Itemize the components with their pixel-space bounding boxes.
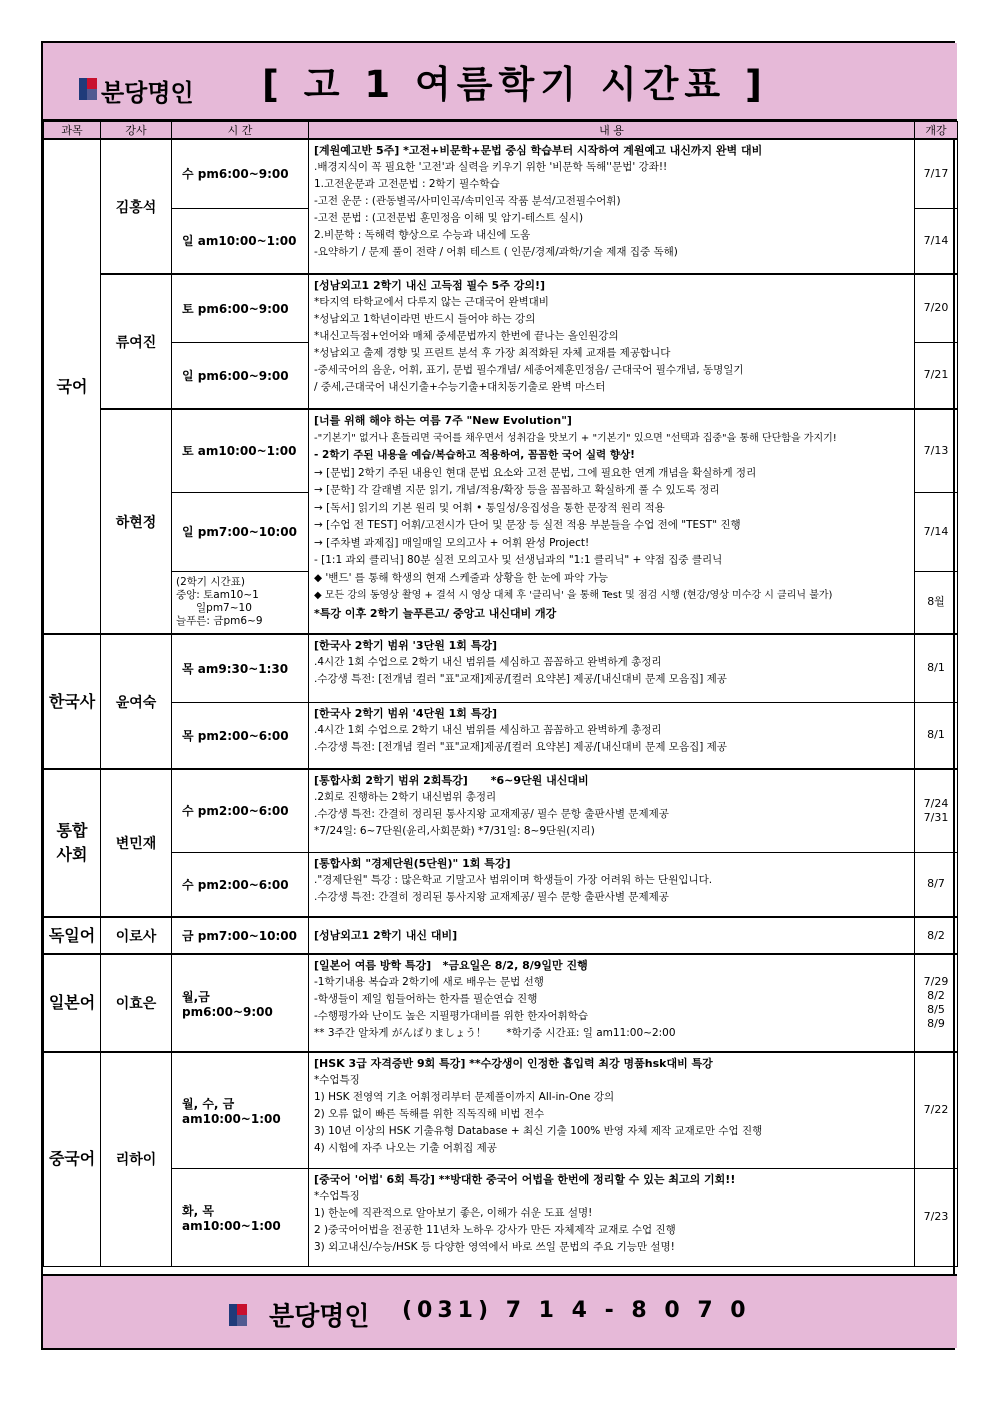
content-history-1 xyxy=(309,634,915,702)
subject-german: 독일어 xyxy=(44,917,101,954)
time-ryu-2: 일 pm6:00~9:00 xyxy=(172,342,309,409)
time-kim-1: 수 pm6:00~9:00 xyxy=(172,139,309,208)
content-line: → [문법] 2학기 주된 내용인 현대 문법 요소와 고전 문법, 그에 필요한 연계 개념을 확실하게 정리 xyxy=(314,466,757,479)
teacher-yoon: 윤여숙 xyxy=(101,634,172,769)
col-time: 시 간 xyxy=(172,122,309,140)
content-line: 1) HSK 전영역 기초 어휘정리부터 문제풀이까지 All-in-One 강의 xyxy=(314,1091,615,1103)
open-ryu-2: 7/21 xyxy=(915,342,958,409)
content-line: [중국어 '어법' 6회 특강] **방대한 중국어 어법을 한번에 정리할 수 있는 최고의 기회!! xyxy=(314,1172,736,1186)
time-ha-3-line: 일pm7~10 xyxy=(176,602,252,615)
content-line: - 2학기 주된 내용을 예습/복습하고 적용하여, 꼼꼼한 국어 실력 향상! xyxy=(314,449,635,461)
time-line: 월,금 xyxy=(182,989,210,1004)
open-ha-1: 7/13 xyxy=(915,409,958,492)
content-line: .배경지식이 꼭 필요한 '고전'과 실력을 키우기 위한 '비문학 독해''문법' 강좌!! xyxy=(314,161,668,173)
content-chinese-2 xyxy=(309,1168,915,1266)
content-line: [일본어 여름 방학 특강] *금요일은 8/2, 8/9일만 진행 xyxy=(314,959,588,972)
open-german: 8/2 xyxy=(915,917,958,954)
content-line: [성남외고1 2학기 내신 고득점 필수 5주 강의!] xyxy=(314,279,546,292)
time-german: 금 pm7:00~10:00 xyxy=(172,917,309,954)
time-line: 월, 수, 금 xyxy=(182,1096,235,1111)
open-history-2: 8/1 xyxy=(915,702,958,769)
content-line: *수업특징 xyxy=(314,1074,360,1086)
table-row xyxy=(44,634,958,702)
open-social-2: 8/7 xyxy=(915,852,958,917)
content-line: → [주차별 과제집] 매일매일 모의고사 + 어휘 완성 Project! xyxy=(314,536,590,549)
time-ha-3-line: (2학기 시간표) xyxy=(176,576,245,589)
open-japanese xyxy=(915,954,958,1052)
time-ryu-1: 토 pm6:00~9:00 xyxy=(172,274,309,342)
subject-chinese: 중국어 xyxy=(44,1052,101,1266)
content-line: 2.비문학 : 독해력 향상으로 수능과 내신에 도움 xyxy=(314,229,531,241)
teacher-kim: 김홍석 xyxy=(101,139,172,274)
col-open: 개강 xyxy=(915,122,958,140)
time-social-1: 수 pm2:00~6:00 xyxy=(172,769,309,852)
content-line: -요약하기 / 문제 풀이 전략 / 어휘 테스트 ( 인문/경제/과학/기술 제재 집중 독해) xyxy=(314,246,678,258)
teacher-ha: 하현정 xyxy=(101,409,172,634)
teacher-lee-rosa: 이로사 xyxy=(101,917,172,954)
content-german xyxy=(309,917,915,954)
open-kim-2: 7/14 xyxy=(915,208,958,274)
content-line: [성남외고1 2학기 내신 대비] xyxy=(314,929,458,942)
time-chinese-1 xyxy=(172,1052,309,1168)
table-row xyxy=(44,702,958,769)
teacher-byun: 변민재 xyxy=(101,769,172,917)
content-line: [너를 위해 해야 하는 여름 7주 "New Evolution"] xyxy=(314,414,572,427)
table-row xyxy=(44,139,958,208)
time-ha-3-line: 늘푸른: 금pm6~9 xyxy=(176,615,263,628)
time-ha-3 xyxy=(172,571,309,634)
content-line: -"기본기" 없거나 흔들리면 국어를 채우면서 성취감을 맛보기 + "기본기" 있으면 "선택과 집중"을 통해 단단함을 가지기! xyxy=(314,432,837,444)
subject-social-line: 사회 xyxy=(56,845,88,864)
content-line: / 중세,근대국어 내신기출+수능기출+대치동기출로 완벽 마스터 xyxy=(314,381,606,393)
brand-logo-icon xyxy=(79,78,97,100)
content-history-2 xyxy=(309,702,915,769)
open-social-1 xyxy=(915,769,958,852)
content-line: → [수업 전 TEST] 어휘/고전시가 단어 및 문장 등 실전 적용 부분들을 수업 전에 "TEST" 진행 xyxy=(314,519,741,531)
subject-social xyxy=(44,769,101,917)
content-line: .수강생 특전: [전개념 컬러 "표"교재]제공/[컬러 요약본] 제공/[내신대비 문제 모음집] 제공 xyxy=(314,673,727,685)
timetable xyxy=(43,121,958,1267)
content-line: -1학기내용 복습과 2학기에 새로 배우는 문법 선행 xyxy=(314,976,544,988)
subject-social-line: 통합 xyxy=(56,821,88,840)
col-subject: 과목 xyxy=(44,122,101,140)
content-line: → [독서] 읽기의 기본 원리 및 어휘 • 통일성/응집성을 통한 문장적 원리 적용 xyxy=(314,501,665,514)
content-line: [통합사회 "경제단원(5단원)" 1회 특강] xyxy=(314,856,511,870)
content-line: 2 )중국어어법을 전공한 11년차 노하우 강사가 만든 자체제작 교재로 수업 진행 xyxy=(314,1223,676,1236)
table-row xyxy=(44,1168,958,1266)
content-line: *7/24일: 6~7단원(윤리,사회문화) *7/31일: 8~9단원(지리) xyxy=(314,825,595,837)
col-content: 내 용 xyxy=(309,122,915,140)
content-line: 2) 오류 없이 빠른 독해를 위한 직독직해 비법 전수 xyxy=(314,1108,545,1120)
time-line: am10:00~1:00 xyxy=(182,1111,281,1126)
content-line: .4시간 1회 수업으로 2학기 내신 범위를 세심하고 꼼꼼하고 완벽하게 총정리 xyxy=(314,723,662,736)
table-row xyxy=(44,852,958,917)
content-line: -중세국어의 음운, 어휘, 표기, 문법 필수개념/ 세종어제훈민정음/ 근대국어 필수개념, 동명일기 xyxy=(314,364,744,376)
time-line: 화, 목 xyxy=(182,1203,214,1218)
content-line: [HSK 3급 자격증반 9회 특강] **수강생이 인정한 흡입력 최강 명품hsk대비 특강 xyxy=(314,1057,713,1070)
subject-japanese: 일본어 xyxy=(44,954,101,1052)
open-date: 8/5 xyxy=(927,1003,945,1016)
content-line: 1.고전운문과 고전문법 : 2학기 필수학습 xyxy=(314,178,500,190)
time-kim-2: 일 am10:00~1:00 xyxy=(172,208,309,274)
subject-korean: 국어 xyxy=(44,139,101,634)
time-ha-1: 토 am10:00~1:00 xyxy=(172,409,309,492)
page-title: [ 고 1 여름학기 시간표 ] xyxy=(262,63,768,106)
open-ha-3: 8월 xyxy=(915,571,958,634)
open-date: 8/9 xyxy=(927,1017,945,1030)
teacher-lee-hyoeun: 이효은 xyxy=(101,954,172,1052)
open-kim-1: 7/17 xyxy=(915,139,958,208)
content-line: *성남외고 1학년이라면 반드시 들어야 하는 강의 xyxy=(314,313,536,325)
content-line: -고전 문법 : (고전문법 훈민정음 이해 및 암기-테스트 실시) xyxy=(314,212,584,224)
teacher-ryu: 류여진 xyxy=(101,274,172,409)
content-line: .수강생 특전: [전개념 컬러 "표"교재]제공/[컬러 요약본] 제공/[내신대비 문제 모음집] 제공 xyxy=(314,740,727,753)
content-line: *특강 이후 2학기 늘푸른고/ 중앙고 내신대비 개강 xyxy=(314,606,557,620)
content-line: 4) 시험에 자주 나오는 기출 어휘집 제공 xyxy=(314,1142,497,1154)
content-line: -학생들이 제일 힘들어하는 한자를 필순연습 진행 xyxy=(314,993,538,1005)
content-line: [계원예고반 5주] *고전+비문학+문법 중심 학습부터 시작하여 계원예고 내신까지 완벽 대비 xyxy=(314,144,763,157)
content-line: ."경제단원" 특강 : 많은학교 기말고사 범위이며 학생들이 가장 어려워 하는 단원입니다. xyxy=(314,873,713,886)
time-line: pm6:00~9:00 xyxy=(182,1004,273,1019)
content-line: *내신고득점+언어와 매체 중세문법까지 한번에 끝나는 올인원강의 xyxy=(314,330,619,342)
table-header-row xyxy=(44,122,958,140)
footer-brand: 분당명인 xyxy=(269,1302,370,1332)
content-line: ** 3주간 알차게 がんばりましょう！ *학기중 시간표: 일 am11:00~2:00 xyxy=(314,1027,676,1039)
content-line: *타지역 타학교에서 다루지 않는 근대국어 완벽대비 xyxy=(314,296,549,308)
content-kim xyxy=(309,139,915,274)
content-line: [통합사회 2학기 범위 2회특강] *6~9단원 내신대비 xyxy=(314,774,589,787)
time-social-2: 수 pm2:00~6:00 xyxy=(172,852,309,917)
open-chinese-1: 7/22 xyxy=(915,1052,958,1168)
time-chinese-2 xyxy=(172,1168,309,1266)
content-chinese-1 xyxy=(309,1052,915,1168)
table-row xyxy=(44,274,958,342)
open-chinese-2: 7/23 xyxy=(915,1168,958,1266)
time-line: am10:00~1:00 xyxy=(182,1218,281,1233)
content-japanese xyxy=(309,954,915,1052)
col-teacher: 강사 xyxy=(101,122,172,140)
content-line: *성남외고 출제 경향 및 프린트 분석 후 가장 최적화된 자체 교재를 제공합니다 xyxy=(314,347,671,359)
teacher-li-hai: 리하이 xyxy=(101,1052,172,1266)
content-line: .4시간 1회 수업으로 2학기 내신 범위를 세심하고 꼼꼼하고 완벽하게 총정리 xyxy=(314,656,662,668)
content-line: -수행평가와 난이도 높은 지필평가대비를 위한 한자어휘학습 xyxy=(314,1010,589,1022)
content-line: 3) 10년 이상의 HSK 기출유형 Database + 최신 기출 100% 반영 자체 제작 교재로만 수업 진행 xyxy=(314,1125,763,1137)
content-line: -고전 운문 : (관동별곡/사미인곡/속미인곡 작품 분석/고전필수어휘) xyxy=(314,195,621,207)
table-row xyxy=(44,917,958,954)
brand-logo-icon xyxy=(229,1304,247,1326)
time-japanese xyxy=(172,954,309,1052)
open-date: 7/29 xyxy=(923,975,949,988)
time-ha-2: 일 pm7:00~10:00 xyxy=(172,492,309,571)
open-history-1: 8/1 xyxy=(915,634,958,702)
content-ryu xyxy=(309,274,915,409)
content-line: *수업특징 xyxy=(314,1189,360,1202)
time-history-2: 목 pm2:00~6:00 xyxy=(172,702,309,769)
table-row xyxy=(44,954,958,1052)
content-social-2 xyxy=(309,852,915,917)
content-line: 1) 한눈에 직관적으로 알아보기 좋은, 이해가 쉬운 도표 설명! xyxy=(314,1206,593,1219)
open-ha-2: 7/14 xyxy=(915,492,958,571)
subject-history: 한국사 xyxy=(44,634,101,769)
content-line: [한국사 2학기 범위 '4단원 1회 특강] xyxy=(314,706,498,720)
content-line: ◆ '밴드' 를 통해 학생의 현재 스케줄과 상황을 한 눈에 파악 가능 xyxy=(314,571,608,584)
content-line: - [1:1 과외 클리닉] 80분 실전 모의고사 및 선생님과의 "1:1 클리닉" + 약점 집중 클리닉 xyxy=(314,554,723,566)
content-line: [한국사 2학기 범위 '3단원 1회 특강] xyxy=(314,639,498,652)
open-date: 7/31 xyxy=(923,810,949,824)
content-line: ◆ 모든 강의 동영상 촬영 + 결석 시 영상 대체 후 '클리닉' 을 통해 Test 및 점검 시행 (현강/영상 미수강 시 클리닉 불가) xyxy=(314,590,833,601)
content-line: .2회로 진행하는 2학기 내신범위 총정리 xyxy=(314,791,497,803)
time-history-1: 목 am9:30~1:30 xyxy=(172,634,309,702)
open-date: 8/2 xyxy=(927,989,945,1002)
table-row xyxy=(44,1052,958,1168)
open-date: 7/24 xyxy=(923,796,949,810)
footer-phone: (031) 7 1 4 - 8 0 7 0 xyxy=(402,1298,751,1323)
time-ha-3-line: 중앙: 토am10~1 xyxy=(176,589,259,602)
open-ryu-1: 7/20 xyxy=(915,274,958,342)
table-row xyxy=(44,409,958,492)
content-line: .수강생 특전: 간결히 정리된 통사지왕 교재제공/ 필수 문항 출판사별 문제제공 xyxy=(314,808,669,820)
table-row xyxy=(44,769,958,852)
header-brand: 분당명인 xyxy=(101,79,194,107)
content-ha xyxy=(309,409,915,634)
content-social-1 xyxy=(309,769,915,852)
content-line: .수강생 특전: 간결히 정리된 통사지왕 교재제공/ 필수 문항 출판사별 문제제공 xyxy=(314,890,669,903)
content-line: 3) 외고내신/수능/HSK 등 다양한 영역에서 바로 쓰일 문법의 주요 기능만 설명! xyxy=(314,1240,675,1253)
content-line: → [문학] 각 갈래별 지문 읽기, 개념/적용/확장 등을 꼼꼼하고 확실하게 풀 수 있도록 정리 xyxy=(314,484,720,496)
